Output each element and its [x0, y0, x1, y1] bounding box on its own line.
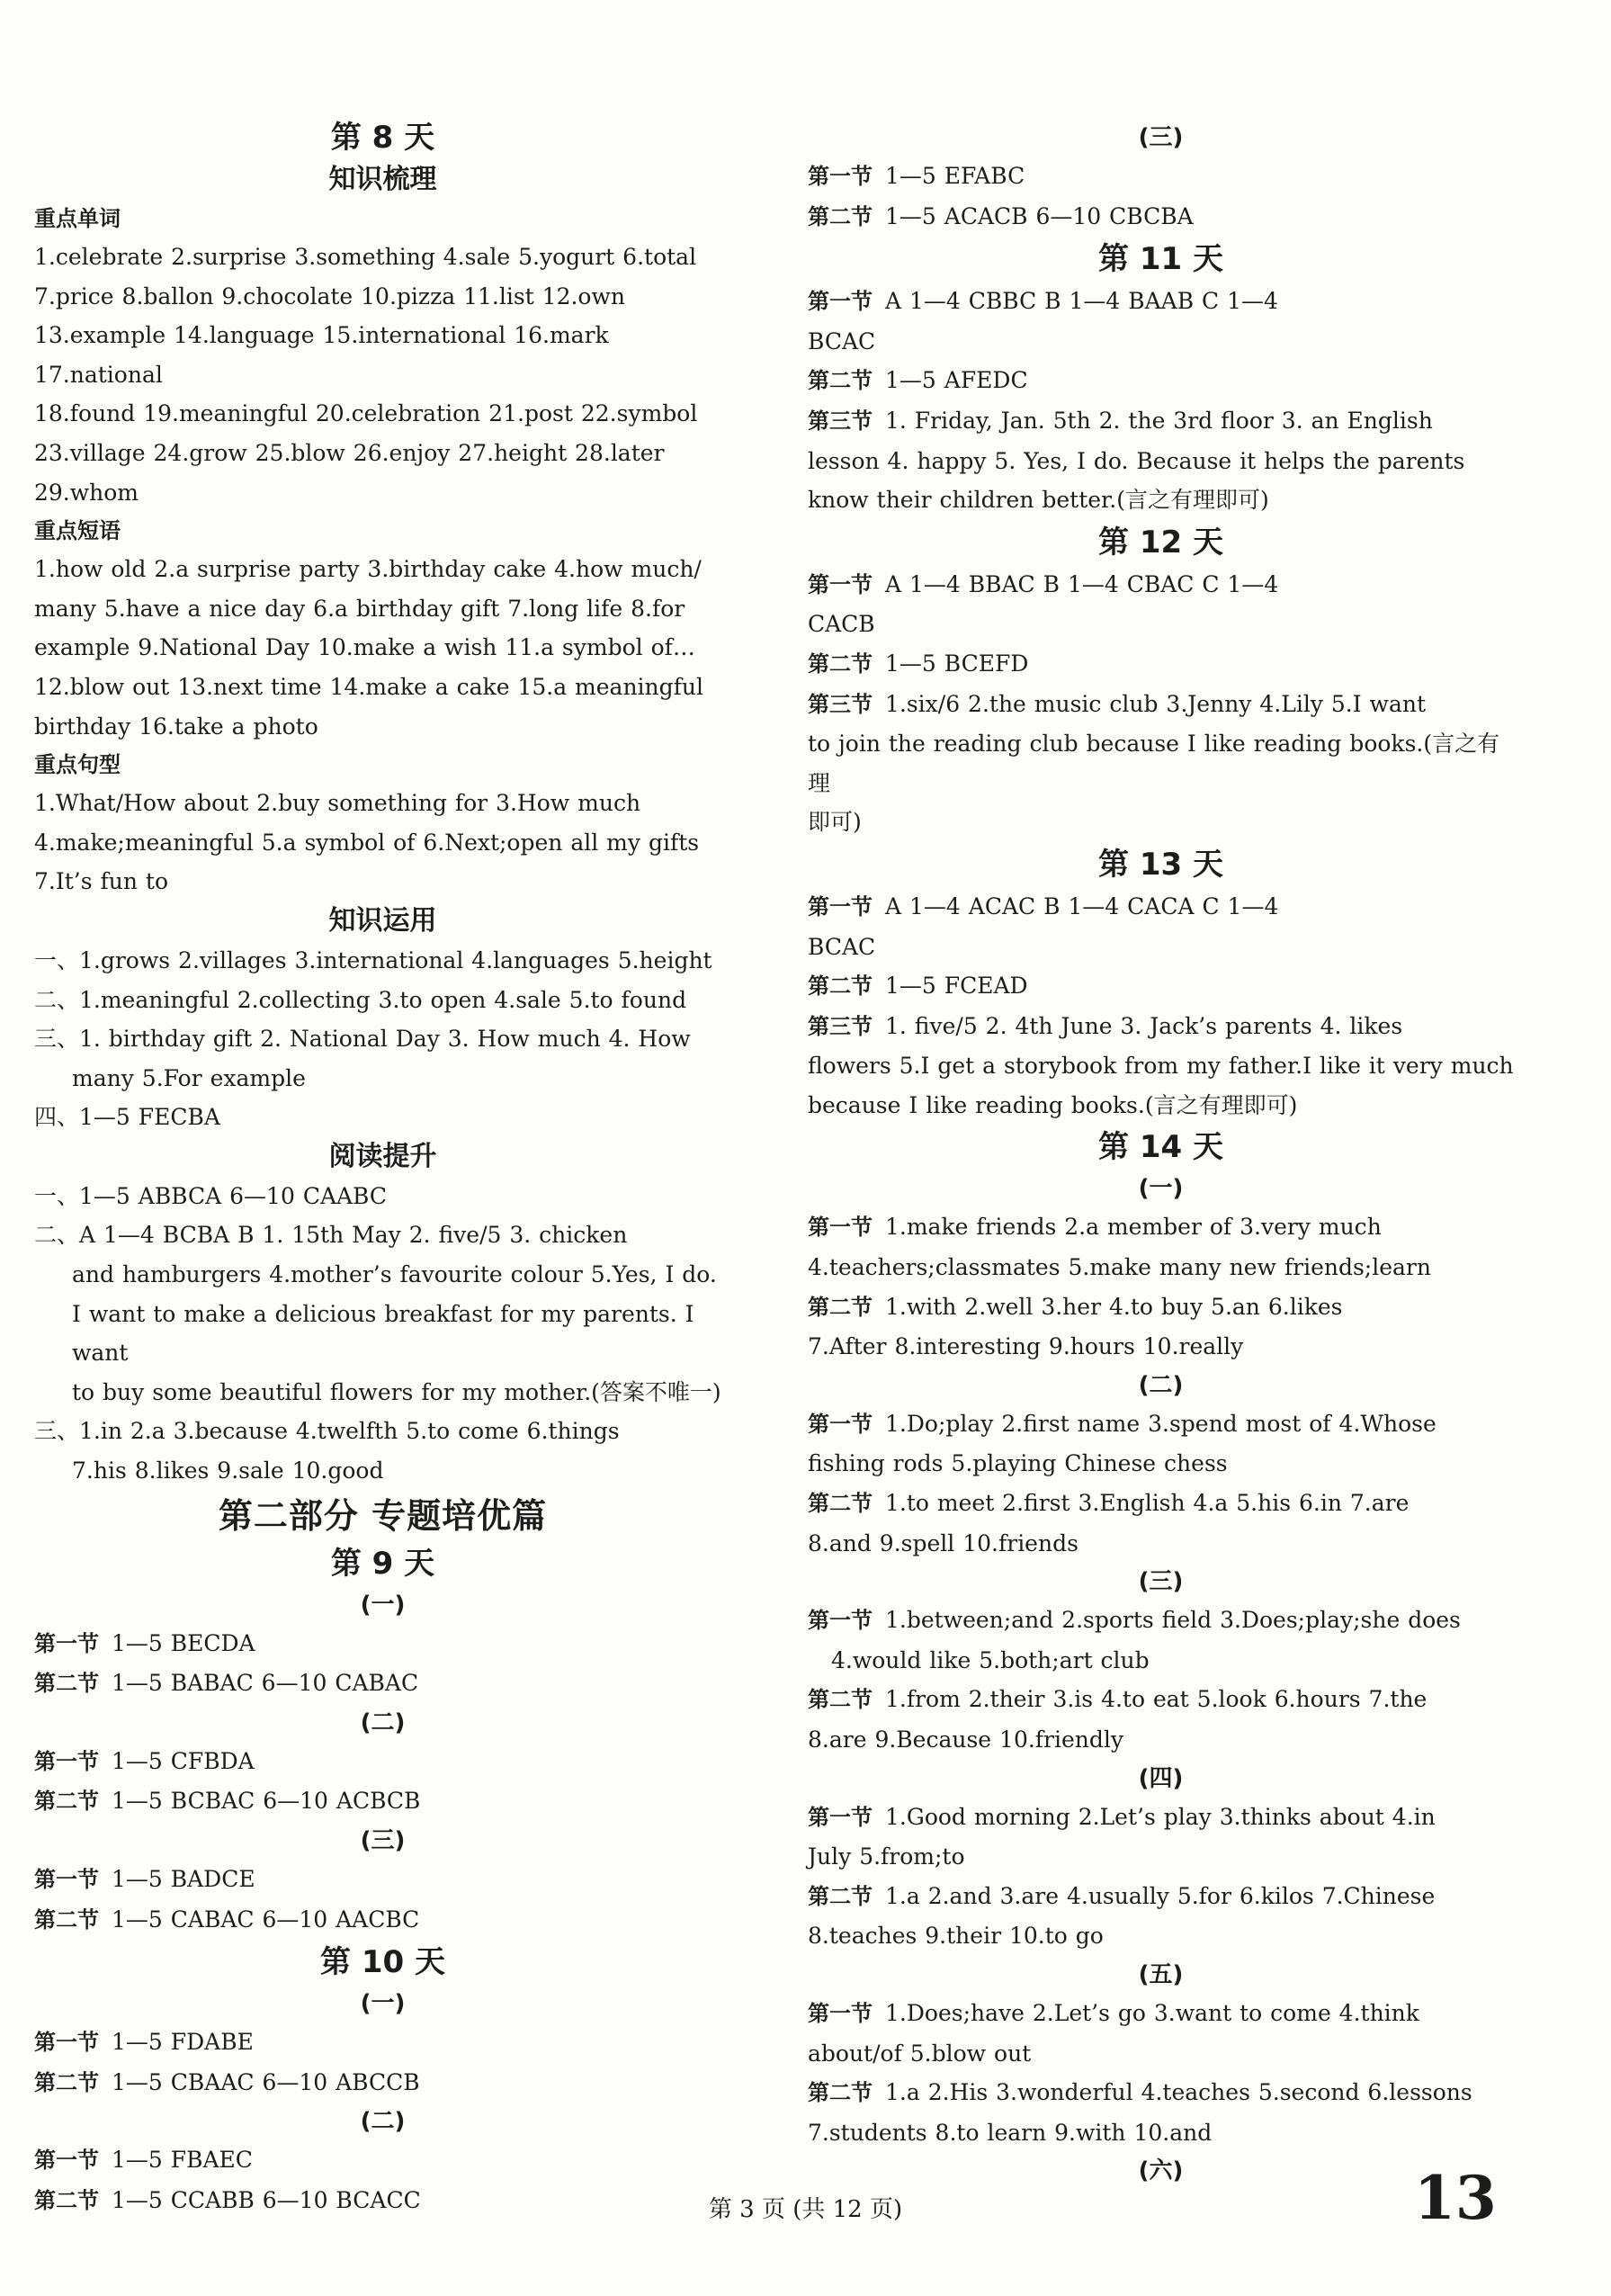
answer-line — [808, 1007, 1514, 1047]
section-label: 第二节 — [808, 1883, 873, 1909]
answer-line — [808, 1680, 1514, 1720]
part2-title: 第二部分 专题培优篇 — [218, 1495, 548, 1536]
answer-text: 1.with 2.well 3.her 4.to buy 5.an 6.likes — [885, 1293, 1343, 1320]
answer-line: BCAC — [808, 933, 876, 960]
answer-line — [808, 1798, 1514, 1838]
phrases-line: 1.how old 2.a surprise party 3.birthday cake 4.how much/ — [34, 556, 702, 583]
reading-line: I want to make a delicious breakfast for my parents. I want — [72, 1300, 694, 1367]
section-label: 第一节 — [808, 1804, 873, 1830]
answer-line: 4.teachers;classmates 5.make many new friends;learn — [808, 1254, 1431, 1281]
section-paren: (三) — [1138, 124, 1184, 151]
section-label: 第二节 — [808, 1491, 873, 1517]
category-sentences: 重点句型 — [34, 752, 121, 778]
section-label: 第一节 — [34, 1630, 99, 1656]
answer-text: 1.make friends 2.a member of 3.very much — [885, 1214, 1382, 1241]
answer-text: 1.from 2.their 3.is 4.to eat 5.look 6.hours 7.the — [885, 1686, 1428, 1713]
answer-text: 1—5 FDABE — [112, 2029, 254, 2056]
answer-text: 1.a 2.and 3.are 4.usually 5.for 6.kilos 7.Chinese — [885, 1882, 1436, 1909]
answer-line: 7.After 8.interesting 9.hours 10.really — [808, 1333, 1244, 1360]
answer-line — [808, 197, 1514, 238]
reading-line: 二、A 1—4 BCBA B 1. 15th May 2. five/5 3. chicken — [34, 1222, 628, 1249]
answer-text: 1—5 CCABB 6—10 BCACC — [112, 2186, 421, 2213]
answer-line — [34, 1860, 731, 1900]
answer-line — [34, 1900, 731, 1941]
answer-line — [34, 2063, 731, 2103]
answer-line — [34, 1781, 731, 1822]
answer-line: 4.would like 5.both;art club — [831, 1646, 1150, 1673]
answer-text: A 1—4 ACAC B 1—4 CACA C 1—4 — [885, 892, 1279, 919]
answer-text: 1—5 CBAAC 6—10 ABCCB — [112, 2068, 420, 2095]
answer-line — [808, 401, 1514, 442]
phrases-line: birthday 16.take a photo — [34, 713, 318, 740]
answer-line — [808, 157, 1514, 197]
answer-line: 7.students 8.to learn 9.with 10.and — [808, 2119, 1213, 2146]
answer-line: flowers 5.I get a storybook from my father.I like it very much — [808, 1053, 1514, 1080]
answer-line: because I like reading books.(言之有理即可) — [808, 1091, 1298, 1118]
words-line: 1.celebrate 2.surprise 3.something 4.sale 5.yogurt 6.total — [34, 244, 697, 270]
section-label: 第二节 — [808, 650, 873, 677]
section-label: 第一节 — [808, 289, 873, 315]
section-paren: (一) — [360, 1990, 406, 2018]
words-line: 23.village 24.grow 25.blow 26.enjoy 27.height 28.later — [34, 439, 665, 466]
answer-line — [808, 565, 1514, 605]
answer-line — [34, 1664, 731, 1704]
answer-line — [808, 361, 1514, 401]
answer-line: CACB — [808, 611, 875, 638]
answer-line: 即可) — [808, 809, 862, 836]
answer-line — [34, 1624, 731, 1664]
answer-line: fishing rods 5.playing Chinese chess — [808, 1450, 1228, 1477]
day12-title: 第 12 天 — [1098, 524, 1223, 561]
answer-line — [808, 644, 1514, 685]
answer-line: 8.are 9.Because 10.friendly — [808, 1726, 1124, 1753]
reading-line: 三、1.in 2.a 3.because 4.twelfth 5.to come 6.things — [34, 1418, 620, 1445]
application-line: 一、1.grows 2.villages 3.international 4.languages 5.height — [34, 946, 712, 973]
answer-text: 1.six/6 2.the music club 3.Jenny 4.Lily 5.I want — [885, 690, 1427, 717]
day8-title: 第 8 天 — [330, 120, 435, 156]
section-paren: (二) — [1138, 1371, 1184, 1399]
section-label: 第一节 — [808, 1608, 873, 1634]
answer-line — [34, 2022, 731, 2063]
reading-line: to buy some beautiful flowers for my mother.(答案不唯一) — [72, 1378, 721, 1405]
section-label: 第一节 — [34, 1867, 99, 1892]
answer-text: 1—5 AFEDC — [885, 367, 1028, 394]
section-paren: (二) — [360, 1709, 406, 1736]
section-paren: (一) — [1138, 1175, 1184, 1203]
section-label: 第二节 — [34, 1671, 99, 1697]
section-paren: (一) — [360, 1591, 406, 1619]
section-label: 第二节 — [808, 1294, 873, 1320]
section-label: 第一节 — [808, 164, 873, 189]
knowledge-title: 知识梳理 — [328, 164, 437, 195]
section-paren: (三) — [1138, 1568, 1184, 1596]
section-label: 第二节 — [808, 1687, 873, 1713]
answer-text: 1—5 BCEFD — [885, 650, 1029, 677]
answer-text: 1—5 BABAC 6—10 CABAC — [112, 1670, 419, 1697]
section-label: 第一节 — [808, 2000, 873, 2026]
section-label: 第一节 — [808, 1215, 873, 1241]
answer-line: know their children better.(言之有理即可) — [808, 487, 1269, 514]
section-label: 第三节 — [808, 691, 873, 717]
answer-line — [808, 1404, 1514, 1445]
day9-title: 第 9 天 — [330, 1545, 435, 1582]
section-label: 第二节 — [808, 203, 873, 229]
answer-line: about/of 5.blow out — [808, 2040, 1032, 2067]
words-line: 18.found 19.meaningful 20.celebration 21.post 22.symbol — [34, 400, 698, 427]
answer-line — [808, 1484, 1514, 1524]
section-label: 第二节 — [34, 2069, 99, 2095]
answer-text: 1.a 2.His 3.wonderful 4.teaches 5.second 6.lessons — [885, 2079, 1472, 2106]
answer-line — [808, 1994, 1514, 2034]
application-line: 三、1. birthday gift 2. National Day 3. How much 4. How — [34, 1026, 691, 1053]
phrases-line: many 5.have a nice day 6.a birthday gift 7.long life 8.for — [34, 595, 685, 622]
section-label: 第一节 — [808, 571, 873, 597]
answer-line — [808, 1877, 1514, 1917]
section-label: 第二节 — [34, 2187, 99, 2213]
answer-text: 1—5 BADCE — [112, 1866, 255, 1892]
application-line: 四、1—5 FECBA — [34, 1104, 220, 1131]
section-label: 第一节 — [808, 893, 873, 919]
answer-line: July 5.from;to — [808, 1843, 965, 1870]
answer-line: lesson 4. happy 5. Yes, I do. Because it helps the parents — [808, 447, 1465, 474]
answer-text: 1—5 FBAEC — [112, 2147, 253, 2174]
sentences-line: 4.make;meaningful 5.a symbol of 6.Next;open all my gifts — [34, 829, 700, 856]
reading-line: and hamburgers 4.mother’s favourite colour 5.Yes, I do. — [72, 1261, 717, 1288]
section-label: 第一节 — [808, 1411, 873, 1437]
left-column — [34, 115, 731, 2221]
answer-line — [808, 282, 1514, 322]
answer-text: 1. five/5 2. 4th June 3. Jack’s parents 4. likes — [885, 1012, 1403, 1039]
answer-line: BCAC — [808, 327, 876, 354]
answer-line — [808, 966, 1514, 1007]
section-label: 第三节 — [808, 408, 873, 434]
words-line: 29.whom — [34, 479, 139, 506]
answer-text: 1.to meet 2.first 3.English 4.a 5.his 6.in 7.are — [885, 1490, 1410, 1517]
section-paren: (四) — [1138, 1764, 1184, 1792]
right-column — [808, 119, 1514, 2190]
section-label: 第二节 — [808, 2080, 873, 2106]
page-footer: 第 3 页 (共 12 页) — [708, 2196, 903, 2223]
answer-line — [808, 685, 1514, 725]
answer-text: 1—5 BECDA — [112, 1629, 255, 1656]
answer-text: 1.Do;play 2.first name 3.spend most of 4.Whose — [885, 1410, 1436, 1437]
answer-text: 1—5 CFBDA — [112, 1747, 255, 1774]
sentences-line: 7.It’s fun to — [34, 868, 168, 895]
section-label: 第二节 — [34, 1906, 99, 1933]
section-paren: (二) — [360, 2108, 406, 2136]
words-line: 13.example 14.language 15.international 16.mark 17.national — [34, 322, 609, 388]
answer-line — [34, 1742, 731, 1782]
answer-line: 8.teaches 9.their 10.to go — [808, 1923, 1104, 1950]
day11-title: 第 11 天 — [1098, 241, 1223, 278]
answer-text: 1—5 CABAC 6—10 AACBC — [112, 1906, 420, 1933]
answer-text: 1.between;and 2.sports field 3.Does;play;she does — [885, 1607, 1461, 1634]
day14-title: 第 14 天 — [1098, 1129, 1223, 1166]
answer-line — [808, 1287, 1514, 1328]
section-label: 第一节 — [34, 2030, 99, 2056]
day13-title: 第 13 天 — [1098, 846, 1223, 883]
answer-text: A 1—4 BBAC B 1—4 CBAC C 1—4 — [885, 570, 1279, 597]
page-number: 13 — [1414, 2163, 1497, 2233]
reading-title: 阅读提升 — [328, 1140, 437, 1172]
words-line: 7.price 8.ballon 9.chocolate 10.pizza 11.list 12.own — [34, 283, 625, 309]
answer-line — [808, 2073, 1514, 2113]
answer-text: 1.Does;have 2.Let’s go 3.want to come 4.think — [885, 1999, 1419, 2026]
section-paren: (五) — [1138, 1960, 1184, 1988]
answer-text: 1. Friday, Jan. 5th 2. the 3rd floor 3. an English — [885, 407, 1433, 434]
answer-text: 1—5 FCEAD — [885, 973, 1028, 1000]
phrases-line: 12.blow out 13.next time 14.make a cake 15.a meaningful — [34, 673, 704, 700]
answer-text: 1.Good morning 2.Let’s play 3.thinks about 4.in — [885, 1803, 1436, 1830]
application-title: 知识运用 — [328, 904, 437, 937]
day10-title: 第 10 天 — [320, 1944, 445, 1981]
sentences-line: 1.What/How about 2.buy something for 3.How much — [34, 790, 641, 817]
section-label: 第三节 — [808, 1013, 873, 1039]
application-line: 二、1.meaningful 2.collecting 3.to open 4.sale 5.to found — [34, 986, 687, 1013]
reading-line: 7.his 8.likes 9.sale 10.good — [72, 1457, 384, 1484]
answer-line — [808, 1601, 1514, 1641]
section-label: 第一节 — [34, 1748, 99, 1774]
phrases-line: example 9.National Day 10.make a wish 11.a symbol of… — [34, 634, 695, 661]
reading-line: 一、1—5 ABBCA 6—10 CAABC — [34, 1182, 388, 1209]
section-label: 第二节 — [34, 1789, 99, 1815]
answer-line — [808, 1207, 1514, 1248]
section-label: 第二节 — [808, 368, 873, 394]
answer-text: 1—5 BCBAC 6—10 ACBCB — [112, 1788, 421, 1815]
answer-line: to join the reading club because I like reading books.(言之有理 — [808, 731, 1500, 796]
section-paren: (三) — [360, 1827, 406, 1854]
section-label: 第二节 — [808, 973, 873, 1000]
answer-line — [808, 887, 1514, 928]
category-words: 重点单词 — [34, 206, 121, 231]
section-label: 第一节 — [34, 2148, 99, 2174]
answer-line — [34, 2140, 731, 2181]
answer-text: A 1—4 CBBC B 1—4 BAAB C 1—4 — [885, 288, 1278, 315]
answer-text: 1—5 ACACB 6—10 CBCBA — [885, 202, 1194, 229]
answer-text: 1—5 EFABC — [885, 163, 1025, 189]
section-paren: (六) — [1138, 2157, 1184, 2185]
application-line: many 5.For example — [72, 1064, 306, 1091]
answer-line: 8.and 9.spell 10.friends — [808, 1529, 1078, 1556]
category-phrases: 重点短语 — [34, 518, 121, 544]
